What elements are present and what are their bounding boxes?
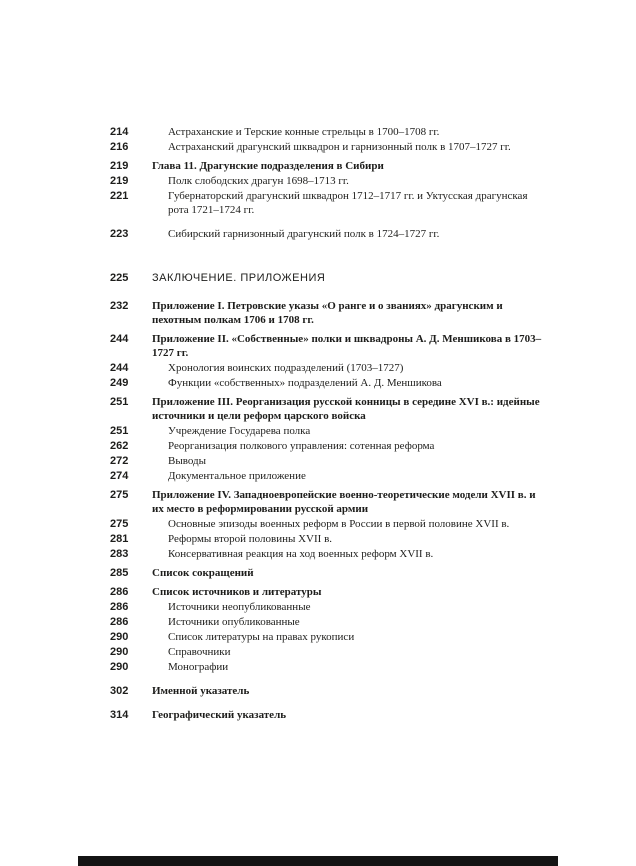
toc-page-number: 251 bbox=[110, 396, 129, 408]
toc-page-number: 286 bbox=[110, 601, 129, 613]
toc-entry bbox=[110, 376, 546, 390]
toc-page-number: 302 bbox=[110, 685, 129, 697]
toc-entry bbox=[110, 227, 546, 241]
toc-page-number: 219 bbox=[110, 175, 129, 187]
toc-entry bbox=[110, 517, 546, 531]
toc-page-number: 262 bbox=[110, 440, 129, 452]
toc-page-number: 314 bbox=[110, 709, 129, 721]
toc-entry bbox=[110, 532, 546, 546]
toc-entry bbox=[110, 585, 546, 599]
toc-entry bbox=[110, 600, 546, 614]
toc-entry-title: Документальное приложение bbox=[168, 470, 306, 482]
toc-entry-title: Справочники bbox=[168, 646, 231, 658]
toc-entry-title: Список источников и литературы bbox=[152, 586, 322, 598]
toc-page-number: 244 bbox=[110, 362, 129, 374]
toc-entry bbox=[110, 424, 546, 438]
toc-entry-title: Источники опубликованные bbox=[168, 616, 300, 628]
toc-entry bbox=[110, 125, 546, 139]
toc-page-number: 274 bbox=[110, 470, 129, 482]
toc-entry bbox=[110, 684, 546, 698]
table-of-contents bbox=[110, 124, 546, 722]
toc-entry bbox=[110, 454, 546, 468]
toc-entry-title: Приложение I. Петровские указы «О ранге и о званиях» драгунским и пехотным полкам 1706 и 1708 гг. bbox=[152, 300, 503, 326]
toc-page-number: 223 bbox=[110, 228, 129, 240]
toc-page-number: 275 bbox=[110, 489, 129, 501]
toc-entry bbox=[110, 140, 546, 154]
toc-entry bbox=[110, 469, 546, 483]
toc-entry bbox=[110, 271, 546, 285]
toc-entry-title: Список литературы на правах рукописи bbox=[168, 631, 355, 643]
toc-entry-title: Именной указатель bbox=[152, 685, 250, 697]
toc-entry-title: Консервативная реакция на ход военных реформ XVII в. bbox=[168, 548, 434, 560]
toc-entry-title: Астраханские и Терские конные стрельцы в 1700–1708 гг. bbox=[168, 126, 440, 138]
toc-entry-title: Список сокращений bbox=[152, 567, 254, 579]
toc-entry-title: Учреждение Государева полка bbox=[168, 425, 311, 437]
toc-entry bbox=[110, 189, 546, 217]
toc-entry-title: Реорганизация полкового управления: сотенная реформа bbox=[168, 440, 435, 452]
toc-page-number: 286 bbox=[110, 616, 129, 628]
toc-page-number: 216 bbox=[110, 141, 129, 153]
toc-page-number: 286 bbox=[110, 586, 129, 598]
toc-page-number: 281 bbox=[110, 533, 129, 545]
toc-entry bbox=[110, 615, 546, 629]
toc-page-number: 249 bbox=[110, 377, 129, 389]
toc-page-number: 232 bbox=[110, 300, 129, 312]
toc-entry bbox=[110, 395, 546, 423]
toc-entry bbox=[110, 299, 546, 327]
toc-entry bbox=[110, 547, 546, 561]
toc-page-number: 283 bbox=[110, 548, 129, 560]
toc-entry bbox=[110, 332, 546, 360]
toc-entry bbox=[110, 660, 546, 674]
toc-entry bbox=[110, 488, 546, 516]
toc-entry-title: Монографии bbox=[168, 661, 229, 673]
toc-entry-title: Губернаторский драгунский шквадрон 1712–1717 гг. и Уктусская драгунская рота 1721–1724 гг. bbox=[168, 190, 528, 216]
toc-page-number: 290 bbox=[110, 661, 129, 673]
toc-entry bbox=[110, 361, 546, 375]
toc-entry-title: Приложение III. Реорганизация русской конницы в середине XVI в.: идейные источники и цели реформ царского войска bbox=[152, 396, 540, 422]
toc-page-number: 219 bbox=[110, 160, 129, 172]
toc-entry-title: Реформы второй половины XVII в. bbox=[168, 533, 333, 545]
toc-entry bbox=[110, 708, 546, 722]
toc-entry bbox=[110, 439, 546, 453]
page-bottom-bar bbox=[78, 856, 558, 866]
toc-entry-title: Глава 11. Драгунские подразделения в Сибири bbox=[152, 160, 384, 172]
toc-entry-title: Сибирский гарнизонный драгунский полк в 1724–1727 гг. bbox=[168, 228, 440, 240]
toc-page-number: 275 bbox=[110, 518, 129, 530]
toc-entry-title: Географический указатель bbox=[152, 709, 287, 721]
toc-page-number: 244 bbox=[110, 333, 129, 345]
toc-page-number: 214 bbox=[110, 126, 129, 138]
toc-entry bbox=[110, 645, 546, 659]
toc-entry-title: Выводы bbox=[168, 455, 207, 467]
toc-entry bbox=[110, 159, 546, 173]
toc-entry-title: Полк слободских драгун 1698–1713 гг. bbox=[168, 175, 349, 187]
toc-entry-title: Приложение IV. Западноевропейские военно-теоретические модели XVII в. и их место в реформировании русской армии bbox=[152, 489, 536, 515]
toc-page-number: 225 bbox=[110, 272, 129, 284]
toc-page-number: 221 bbox=[110, 190, 129, 202]
toc-page-number: 251 bbox=[110, 425, 129, 437]
toc-page-number: 290 bbox=[110, 631, 129, 643]
toc-entry-title: Функции «собственных» подразделений А. Д. Меншикова bbox=[168, 377, 442, 389]
toc-entry bbox=[110, 630, 546, 644]
toc-entry-title: ЗАКЛЮЧЕНИЕ. ПРИЛОЖЕНИЯ bbox=[152, 272, 326, 284]
toc-entry-title: Астраханский драгунский шквадрон и гарнизонный полк в 1707–1727 гг. bbox=[168, 141, 511, 153]
toc-page-number: 272 bbox=[110, 455, 129, 467]
toc-entry-title: Приложение II. «Собственные» полки и шквадроны А. Д. Меншикова в 1703–1727 гг. bbox=[152, 333, 542, 359]
toc-entry-title: Основные эпизоды военных реформ в России в первой половине XVII в. bbox=[168, 518, 510, 530]
toc-entry bbox=[110, 174, 546, 188]
toc-entry bbox=[110, 566, 546, 580]
toc-entry-title: Источники неопубликованные bbox=[168, 601, 311, 613]
toc-page-number: 290 bbox=[110, 646, 129, 658]
toc-entry-title: Хронология воинских подразделений (1703–1727) bbox=[168, 362, 404, 374]
toc-page-number: 285 bbox=[110, 567, 129, 579]
